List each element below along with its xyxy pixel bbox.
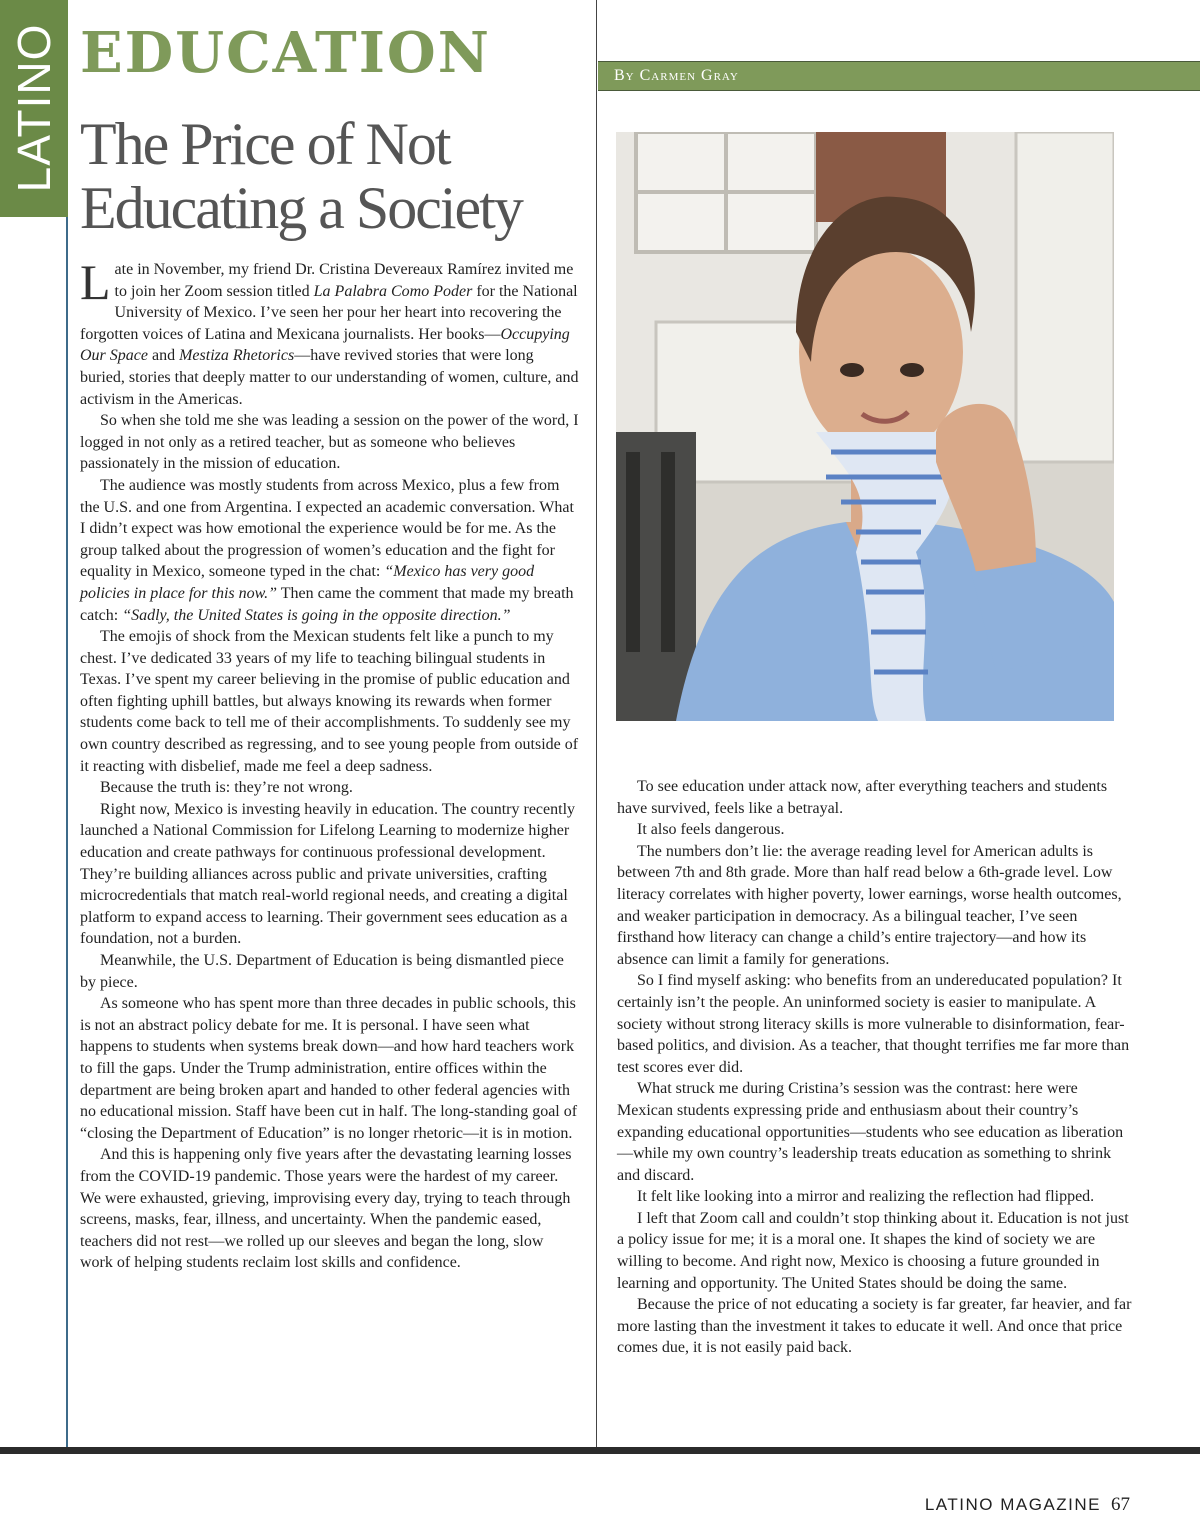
byline-bar [598,61,1200,91]
paragraph-text: To see education under attack now, after everything teachers and students have survived, feels like a betrayal. [617,778,1108,817]
byline: By Carmen Gray [614,67,739,84]
article-paragraph [80,799,580,950]
side-tab [0,0,68,217]
article-paragraph [617,1186,1137,1208]
article-paragraph [617,819,1137,841]
paragraph-text: It felt like looking into a mirror and realizing the reflection had flipped. [637,1188,1095,1206]
left-column-rule [66,217,68,1447]
column-divider [596,0,597,1447]
article-paragraph [80,254,580,410]
article-paragraph [80,410,580,475]
article-paragraph [617,776,1137,819]
drop-cap: L [80,254,111,310]
paragraph-text: ate in November, my friend Dr. Cristina Devereaux Ramírez invited me to join her Zoom session titled [114,261,574,300]
italic-text: “Mexico has very good policies in place for this now.” [80,563,535,602]
paragraph-text: Then came the comment that made my breath catch: [80,584,574,624]
headline: The Price of Not Educating a Society [80,111,522,241]
right-column [617,776,1137,1359]
paragraph-text: And this is happening only five years after the devastating learning losses from the COVID-19 pandemic. Those years were the hardest of my career. We were exhausted, grieving, improvising every day, trying to teach through screens, masks, fear, illness, and uncertainty. When the pandemic eased, teachers did not rest—we rolled up our sleeves and began the long, slow work of helping students reclaim lost skills and confidence. [80,1146,572,1272]
bottom-rule [0,1447,1200,1454]
paragraph-text: Because the price of not educating a society is far greater, far heavier, and far more lasting than the investment it takes to educate it well. And once that price comes due, it is not easily paid back. [617,1296,1132,1357]
author-photo-illustration [616,132,1114,721]
paragraph-text: What struck me during Cristina’s session was the contrast: here were Mexican students expressing pride and enthusiasm about their country’s expanding educational opportunities—students who see education as liberation—while my own country’s leadership treats education as something to shrink and discard. [617,1080,1124,1184]
paragraph-text: Meanwhile, the U.S. Department of Education is being dismantled piece by piece. [80,952,564,991]
italic-text: Mestiza Rhetorics [179,347,295,365]
paragraph-text: and [147,347,180,365]
article-paragraph [80,777,580,799]
paragraph-text: I left that Zoom call and couldn’t stop thinking about it. Education is not just a policy issue for me; it is a moral one. It shapes the kind of society we are willing to become. And right now, Mexico is choosing a future grounded in learning and opportunity. The United States should be doing the same. [617,1209,1129,1292]
left-column [80,254,580,1274]
article-paragraph [617,841,1137,971]
paragraph-text: The emojis of shock from the Mexican students felt like a punch to my chest. I’ve dedicated 33 years of my life to teaching bilingual students in Texas. I’ve spent my career believing in the promise of public education and often fighting uphill battles, but always knowing its rewards when former students come back to tell me of their accomplishments. To suddenly see my own country described as regressing, and to see young people from outside of it reacting with disbelief, made me feel a deep sadness. [80,628,579,775]
article-paragraph [80,950,580,993]
article-paragraph [80,475,580,626]
italic-text: “Sadly, the United States is going in the opposite direction.” [122,606,511,624]
paragraph-text: for the National University of Mexico. I’ve seen her pour her heart into recovering the forgotten voices of Latina and Mexicana journalists. Her books— [80,282,578,343]
article-paragraph [80,993,580,1144]
section-title: EDUCATION [80,20,491,86]
article-paragraph [80,626,580,777]
paragraph-text: So I find myself asking: who benefits from an undereducated population? It certainly isn’t the people. An uninformed society is easier to manipulate. A society without strong literacy skills is more vulnerable to disinformation, fear-based politics, and division. As a teacher, that thought terrifies me far more than test scores ever did. [617,972,1130,1076]
paragraph-text: Right now, Mexico is investing heavily in education. The country recently launched a National Commission for Lifelong Learning to modernize higher education and create pathways for continuous professional development. They’re building alliances across public and private universities, crafting microcredentials that match real-world regional needs, and creating a digital platform to expand access to learning. Their government sees education as a foundation, not a burden. [80,800,576,948]
article-paragraph [617,970,1137,1078]
page-footer [925,1494,1130,1516]
paragraph-text: The numbers don’t lie: the average reading level for American adults is between 7th and 8th grade. More than half read below a 6th-grade level. Low literacy correlates with higher poverty, lower earnings, worse health outcomes, and weaker participation in democracy. As a bilingual teacher, I’ve seen firsthand how literacy can change a child’s entire trajectory—and how its absence can limit a family for generations. [617,842,1122,968]
paragraph-text: As someone who has spent more than three decades in public schools, this is not an abstract policy debate for me. It is personal. I have seen what happens to students when systems break down—and how hard teachers work to fill the gaps. Under the Trump administration, entire offices within the department are being broken apart and handed to other federal agencies with no educational mission. Staff have been cut in half. The long-standing goal of “closing the Department of Education” is no longer rhetoric—it is in motion. [80,995,578,1142]
page-number: 67 [1111,1494,1130,1515]
paragraph-text: The audience was mostly students from across Mexico, plus a few from the U.S. and one from Argentina. I expected an academic conversation. What I didn’t expect was how emotional the experience would be for me. As the group talked about the progression of women’s education and the fight for equality in Mexico, someone typed in the chat: [80,476,574,581]
article-paragraph [617,1294,1137,1359]
paragraph-text: So when she told me she was leading a session on the power of the word, I logged in not only as a retired teacher, but as someone who believes passionately in the mission of education. [80,412,579,473]
article-paragraph [617,1078,1137,1186]
side-tab-label: LATINO [8,23,60,193]
paragraph-text: It also feels dangerous. [637,821,785,839]
italic-text: Occupying Our Space [80,325,570,365]
article-paragraph [80,1144,580,1274]
paragraph-text: Because the truth is: they’re not wrong. [100,779,353,797]
magazine-name: LATINO MAGAZINE [924,1495,1101,1514]
author-photo [616,132,1114,721]
paragraph-text: —have revived stories that were long buried, stories that deeply matter to our understanding of women, culture, and activism in the Americas. [80,347,579,408]
article-paragraph [617,1208,1137,1294]
italic-text: La Palabra Como Poder [313,282,473,300]
